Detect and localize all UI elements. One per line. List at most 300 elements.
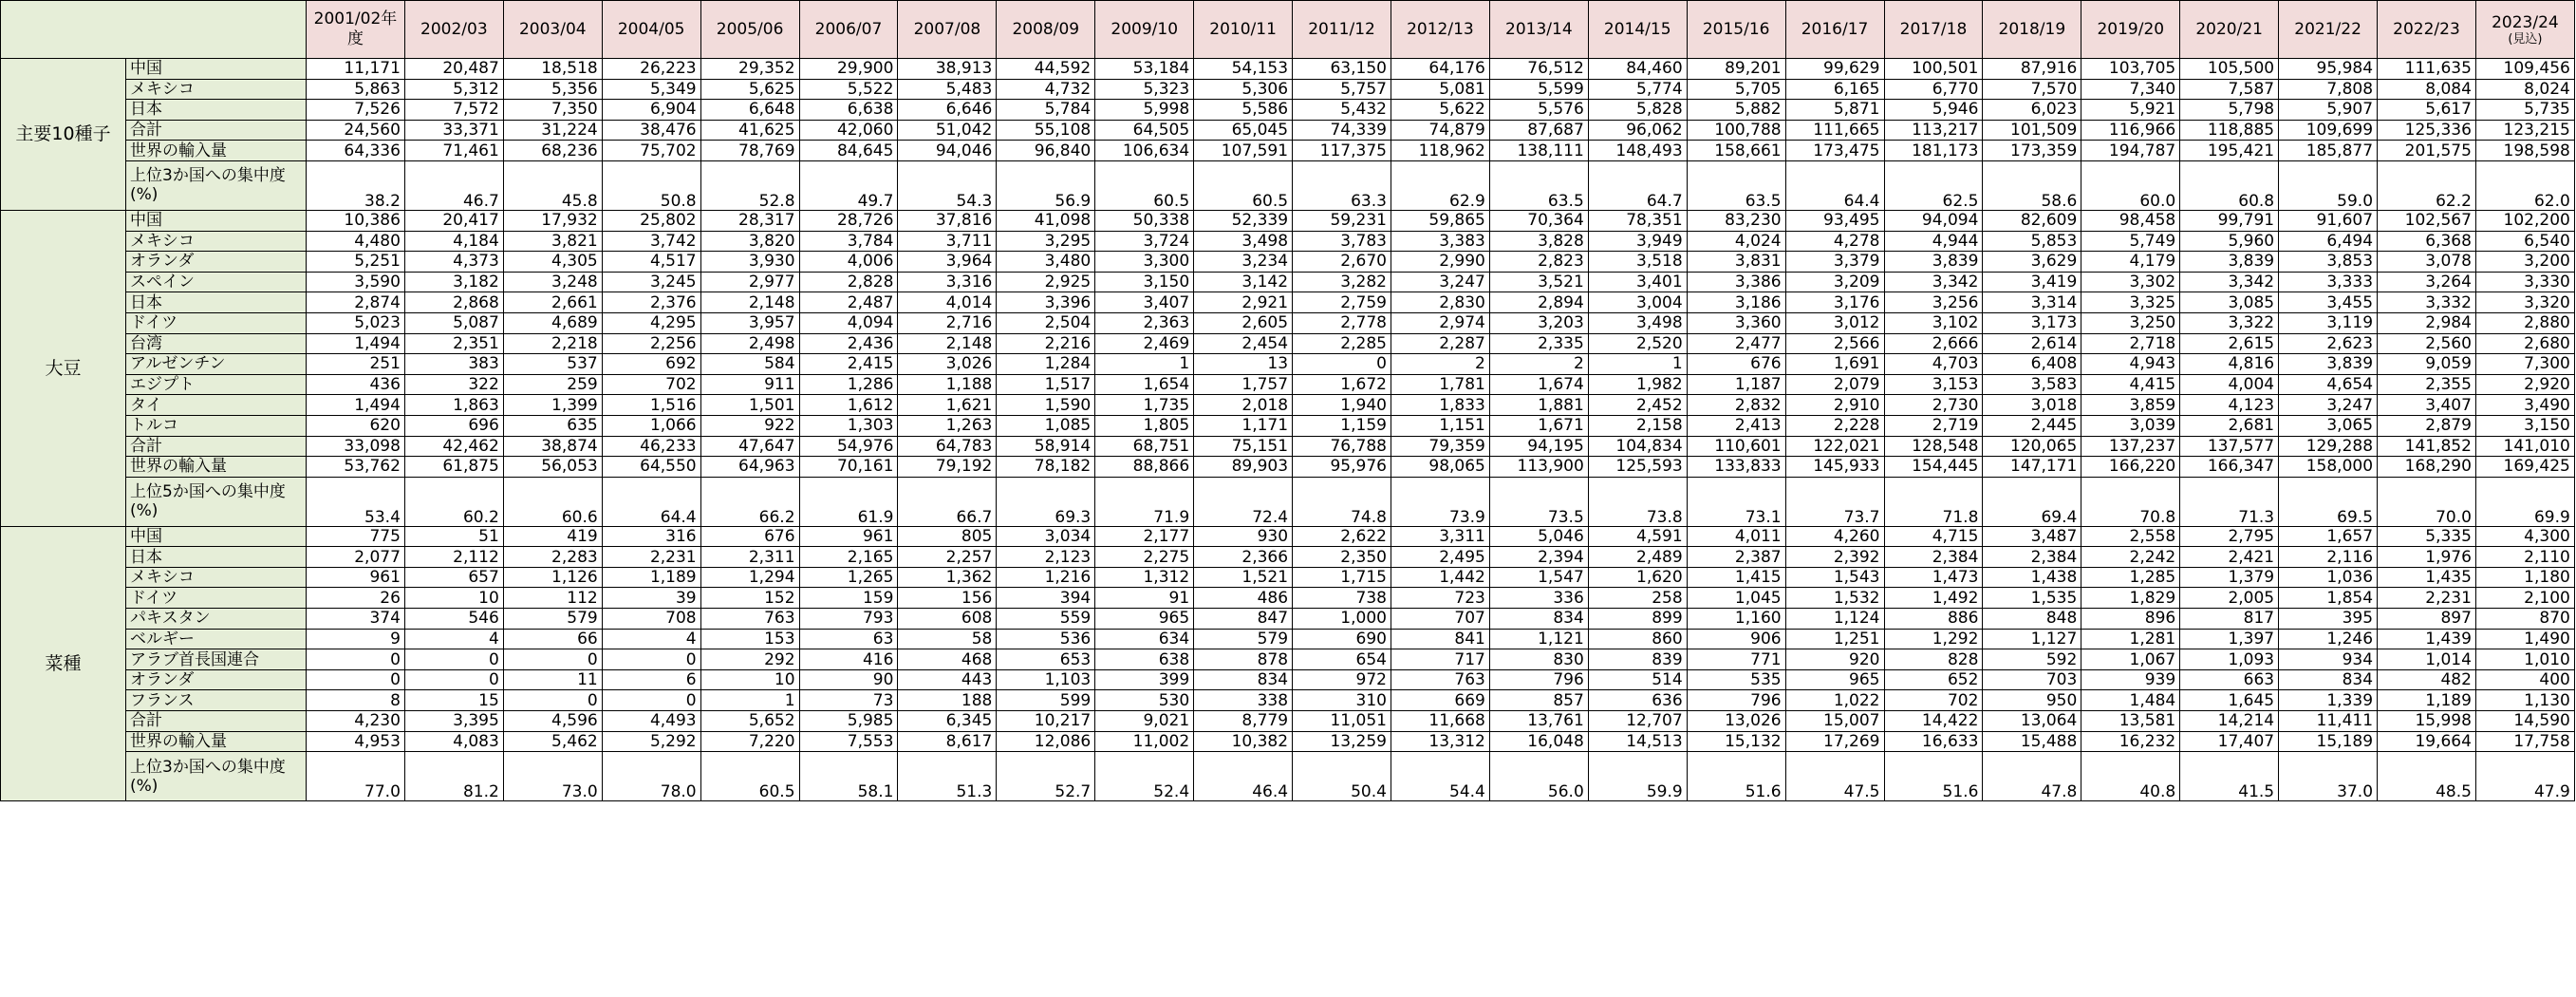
year-header: [307, 1, 405, 59]
year-header: [700, 1, 799, 59]
value-cell: 482: [2378, 669, 2476, 690]
year-label: 2006/07: [814, 19, 883, 39]
row-label: 合計: [126, 711, 307, 732]
year-label: 2008/09: [1012, 19, 1080, 39]
value-cell: 834: [2279, 669, 2378, 690]
value-cell: 70,161: [799, 457, 898, 478]
value-cell: 2,823: [1489, 252, 1588, 273]
value-cell: 2,366: [1194, 547, 1293, 568]
value-cell: 94,046: [898, 141, 997, 161]
value-cell: 3,102: [1884, 312, 1983, 333]
value-cell: 1,484: [2081, 690, 2180, 711]
value-cell: 51.6: [1687, 752, 1785, 801]
value-cell: 3,853: [2279, 252, 2378, 273]
value-cell: 657: [404, 567, 503, 588]
year-label: 2013/14: [1505, 19, 1573, 39]
value-cell: 5,960: [2180, 231, 2279, 252]
value-cell: 3,300: [1095, 252, 1194, 273]
value-cell: 17,407: [2180, 731, 2279, 752]
value-cell: 775: [307, 526, 405, 547]
value-cell: 2,454: [1194, 333, 1293, 354]
row-label: フランス: [126, 690, 307, 711]
value-cell: 103,705: [2081, 59, 2180, 80]
year-header: [2180, 1, 2279, 59]
value-cell: 69.9: [2475, 477, 2574, 526]
value-cell: 16,232: [2081, 731, 2180, 752]
value-cell: 2,384: [1884, 547, 1983, 568]
table-row: [1, 395, 2575, 416]
value-cell: 5,081: [1391, 79, 1489, 100]
value-cell: 13,064: [1983, 711, 2081, 732]
value-cell: 181,173: [1884, 141, 1983, 161]
value-cell: 64,505: [1095, 120, 1194, 141]
value-cell: 886: [1884, 609, 1983, 630]
value-cell: 60.5: [1095, 160, 1194, 210]
value-cell: 10,217: [997, 711, 1095, 732]
row-label: アラブ首長国連合: [126, 649, 307, 670]
value-cell: 1,397: [2180, 629, 2279, 649]
value-cell: 50.8: [602, 160, 700, 210]
table-row: [1, 526, 2575, 547]
table-row: [1, 457, 2575, 478]
value-cell: 2,384: [1983, 547, 2081, 568]
value-cell: 74.8: [1293, 477, 1391, 526]
value-cell: 42,462: [404, 436, 503, 457]
value-cell: 2,283: [503, 547, 602, 568]
value-cell: 2,469: [1095, 333, 1194, 354]
value-cell: 112: [503, 588, 602, 609]
table-row: [1, 436, 2575, 457]
value-cell: 11,051: [1293, 711, 1391, 732]
value-cell: 6,648: [700, 100, 799, 121]
value-cell: 6,540: [2475, 231, 2574, 252]
value-cell: 1,294: [700, 567, 799, 588]
value-cell: 834: [1194, 669, 1293, 690]
value-cell: 53,184: [1095, 59, 1194, 80]
value-cell: 37.0: [2279, 752, 2378, 801]
value-cell: 63: [799, 629, 898, 649]
value-cell: 104,834: [1588, 436, 1687, 457]
value-cell: 559: [997, 609, 1095, 630]
value-cell: 2,830: [1391, 292, 1489, 313]
value-cell: 3,949: [1588, 231, 1687, 252]
value-cell: 52.7: [997, 752, 1095, 801]
value-cell: 61,875: [404, 457, 503, 478]
year-label: 2011/12: [1308, 19, 1375, 39]
value-cell: 129,288: [2279, 436, 2378, 457]
value-cell: 64.4: [1785, 160, 1884, 210]
value-cell: 3,407: [1095, 292, 1194, 313]
year-header: [997, 1, 1095, 59]
value-cell: 514: [1588, 669, 1687, 690]
value-cell: 2,216: [997, 333, 1095, 354]
value-cell: 71,461: [404, 141, 503, 161]
value-cell: 2,351: [404, 333, 503, 354]
value-cell: 16,048: [1489, 731, 1588, 752]
value-cell: 54.4: [1391, 752, 1489, 801]
value-cell: 5,946: [1884, 100, 1983, 121]
value-cell: 1,645: [2180, 690, 2279, 711]
value-cell: 5,576: [1489, 100, 1588, 121]
value-cell: 1,490: [2475, 629, 2574, 649]
table-row: [1, 231, 2575, 252]
value-cell: 336: [1489, 588, 1588, 609]
value-cell: 1,263: [898, 415, 997, 436]
value-cell: 14,214: [2180, 711, 2279, 732]
value-cell: 54,153: [1194, 59, 1293, 80]
row-label: 合計: [126, 120, 307, 141]
value-cell: 1,415: [1687, 567, 1785, 588]
value-cell: 44,592: [997, 59, 1095, 80]
year-header: [1687, 1, 1785, 59]
value-cell: 2,614: [1983, 333, 2081, 354]
value-cell: 0: [1293, 354, 1391, 375]
value-cell: 2,778: [1293, 312, 1391, 333]
value-cell: 400: [2475, 669, 2574, 690]
table-row: [1, 141, 2575, 161]
value-cell: 3,407: [2378, 395, 2476, 416]
value-cell: 173,359: [1983, 141, 2081, 161]
year-label: 2002/03: [420, 19, 488, 39]
value-cell: 82,609: [1983, 210, 2081, 231]
value-cell: 58: [898, 629, 997, 649]
value-cell: 599: [997, 690, 1095, 711]
value-cell: 20,487: [404, 59, 503, 80]
value-cell: 3,783: [1293, 231, 1391, 252]
value-cell: 3,711: [898, 231, 997, 252]
value-cell: 2,661: [503, 292, 602, 313]
value-cell: 87,687: [1489, 120, 1588, 141]
value-cell: 5,622: [1391, 100, 1489, 121]
value-cell: 5,617: [2378, 100, 2476, 121]
value-cell: 5,599: [1489, 79, 1588, 100]
value-cell: 4,278: [1785, 231, 1884, 252]
value-cell: 69.4: [1983, 477, 2081, 526]
value-cell: 173,475: [1785, 141, 1884, 161]
value-cell: 1,517: [997, 374, 1095, 395]
value-cell: 3,026: [898, 354, 997, 375]
value-cell: 6,368: [2378, 231, 2476, 252]
value-cell: 118,885: [2180, 120, 2279, 141]
value-cell: 5,985: [799, 711, 898, 732]
row-label: パキスタン: [126, 609, 307, 630]
value-cell: 5,652: [700, 711, 799, 732]
table-row: [1, 752, 2575, 801]
table-row: [1, 120, 2575, 141]
value-cell: 3,828: [1489, 231, 1588, 252]
value-cell: 911: [700, 374, 799, 395]
value-cell: 1,286: [799, 374, 898, 395]
value-cell: 654: [1293, 649, 1391, 670]
table-row: [1, 160, 2575, 210]
value-cell: 1,535: [1983, 588, 2081, 609]
value-cell: 3,119: [2279, 312, 2378, 333]
value-cell: 4,480: [307, 231, 405, 252]
value-cell: 1,439: [2378, 629, 2476, 649]
value-cell: 4,493: [602, 711, 700, 732]
value-cell: 66.2: [700, 477, 799, 526]
value-cell: 2,335: [1489, 333, 1588, 354]
value-cell: 74,879: [1391, 120, 1489, 141]
value-cell: 5,853: [1983, 231, 2081, 252]
value-cell: 6,345: [898, 711, 997, 732]
value-cell: 100,501: [1884, 59, 1983, 80]
value-cell: 11,002: [1095, 731, 1194, 752]
value-cell: 1,379: [2180, 567, 2279, 588]
row-label: 日本: [126, 547, 307, 568]
table-row: [1, 100, 2575, 121]
value-cell: 416: [799, 649, 898, 670]
value-cell: 4,295: [602, 312, 700, 333]
value-cell: 4,014: [898, 292, 997, 313]
value-cell: 3,200: [2475, 252, 2574, 273]
value-cell: 7,350: [503, 100, 602, 121]
value-cell: 897: [2378, 609, 2476, 630]
value-cell: 2,394: [1489, 547, 1588, 568]
value-cell: 66.7: [898, 477, 997, 526]
value-cell: 99,791: [2180, 210, 2279, 231]
table-row: [1, 649, 2575, 670]
table-row: [1, 354, 2575, 375]
value-cell: 546: [404, 609, 503, 630]
value-cell: 5,306: [1194, 79, 1293, 100]
value-cell: 29,900: [799, 59, 898, 80]
value-cell: 56.0: [1489, 752, 1588, 801]
value-cell: 59.0: [2279, 160, 2378, 210]
value-cell: 5,774: [1588, 79, 1687, 100]
value-cell: 2,242: [2081, 547, 2180, 568]
value-cell: 2,436: [799, 333, 898, 354]
value-cell: 73.8: [1588, 477, 1687, 526]
value-cell: 49.7: [799, 160, 898, 210]
value-cell: 84,460: [1588, 59, 1687, 80]
value-cell: 15,488: [1983, 731, 2081, 752]
value-cell: 5,251: [307, 252, 405, 273]
value-cell: 1,854: [2279, 588, 2378, 609]
value-cell: 3,150: [2475, 415, 2574, 436]
value-cell: 5,735: [2475, 100, 2574, 121]
value-cell: 17,932: [503, 210, 602, 231]
value-cell: 6,494: [2279, 231, 2378, 252]
value-cell: 154,445: [1884, 457, 1983, 478]
value-cell: 3,629: [1983, 252, 2081, 273]
value-cell: 1,940: [1293, 395, 1391, 416]
value-cell: 636: [1588, 690, 1687, 711]
table-row: [1, 292, 2575, 313]
value-cell: 5,749: [2081, 231, 2180, 252]
value-cell: 579: [503, 609, 602, 630]
value-cell: 25,802: [602, 210, 700, 231]
value-cell: 113,900: [1489, 457, 1588, 478]
table-row: [1, 59, 2575, 80]
value-cell: 133,833: [1687, 457, 1785, 478]
value-cell: 71.9: [1095, 477, 1194, 526]
year-label: 2022/23: [2393, 19, 2460, 39]
value-cell: 922: [700, 415, 799, 436]
value-cell: 64,336: [307, 141, 405, 161]
value-cell: 857: [1489, 690, 1588, 711]
value-cell: 2,148: [898, 333, 997, 354]
value-cell: 3,360: [1687, 312, 1785, 333]
value-cell: 99,629: [1785, 59, 1884, 80]
value-cell: 1,833: [1391, 395, 1489, 416]
value-cell: 1,124: [1785, 609, 1884, 630]
row-label: 上位3か国への集中度(%): [126, 160, 307, 210]
value-cell: 16,633: [1884, 731, 1983, 752]
row-label: ベルギー: [126, 629, 307, 649]
value-cell: 138,111: [1489, 141, 1588, 161]
value-cell: 1,442: [1391, 567, 1489, 588]
year-header: [404, 1, 503, 59]
value-cell: 763: [1391, 669, 1489, 690]
value-cell: 19,664: [2378, 731, 2476, 752]
value-cell: 0: [503, 690, 602, 711]
value-cell: 4,373: [404, 252, 503, 273]
value-cell: 1,976: [2378, 547, 2476, 568]
value-cell: 51: [404, 526, 503, 547]
year-header: [1884, 1, 1983, 59]
value-cell: 652: [1884, 669, 1983, 690]
value-cell: 1,654: [1095, 374, 1194, 395]
value-cell: 1,180: [2475, 567, 2574, 588]
value-cell: 1,805: [1095, 415, 1194, 436]
table-row: [1, 669, 2575, 690]
value-cell: 830: [1489, 649, 1588, 670]
year-header: [1983, 1, 2081, 59]
value-cell: 3,964: [898, 252, 997, 273]
value-cell: 3,302: [2081, 272, 2180, 292]
row-label: アルゼンチン: [126, 354, 307, 375]
value-cell: 3,518: [1588, 252, 1687, 273]
value-cell: 1,620: [1588, 567, 1687, 588]
value-cell: 2,079: [1785, 374, 1884, 395]
value-cell: 251: [307, 354, 405, 375]
table-row: [1, 711, 2575, 732]
value-cell: 5,907: [2279, 100, 2378, 121]
value-cell: 1: [700, 690, 799, 711]
value-cell: 4,179: [2081, 252, 2180, 273]
value-cell: 3,396: [997, 292, 1095, 313]
value-cell: 1,399: [503, 395, 602, 416]
value-cell: 2,489: [1588, 547, 1687, 568]
value-cell: 1,494: [307, 395, 405, 416]
value-cell: 48.5: [2378, 752, 2476, 801]
value-cell: 4,004: [2180, 374, 2279, 395]
value-cell: 3,248: [503, 272, 602, 292]
value-cell: 965: [1095, 609, 1194, 630]
value-cell: 1,312: [1095, 567, 1194, 588]
value-cell: 8,024: [2475, 79, 2574, 100]
year-header: [503, 1, 602, 59]
value-cell: 4,517: [602, 252, 700, 273]
row-label: 世界の輸入量: [126, 457, 307, 478]
value-cell: 2,018: [1194, 395, 1293, 416]
value-cell: 145,933: [1785, 457, 1884, 478]
value-cell: 5,323: [1095, 79, 1194, 100]
value-cell: 8,779: [1194, 711, 1293, 732]
value-cell: 2,445: [1983, 415, 2081, 436]
value-cell: 696: [404, 415, 503, 436]
value-cell: 62.9: [1391, 160, 1489, 210]
value-cell: 1,189: [2378, 690, 2476, 711]
value-cell: 4,094: [799, 312, 898, 333]
value-cell: 3,311: [1391, 526, 1489, 547]
value-cell: 2,311: [700, 547, 799, 568]
value-cell: 530: [1095, 690, 1194, 711]
value-cell: 3,419: [1983, 272, 2081, 292]
value-cell: 13,581: [2081, 711, 2180, 732]
value-cell: 64.4: [602, 477, 700, 526]
row-label: 世界の輸入量: [126, 731, 307, 752]
value-cell: 26: [307, 588, 405, 609]
value-cell: 961: [799, 526, 898, 547]
value-cell: 70.0: [2378, 477, 2476, 526]
value-cell: 1,547: [1489, 567, 1588, 588]
value-cell: 7,570: [1983, 79, 2081, 100]
value-cell: 592: [1983, 649, 2081, 670]
value-cell: 5,356: [503, 79, 602, 100]
value-cell: 148,493: [1588, 141, 1687, 161]
value-cell: 4,305: [503, 252, 602, 273]
value-cell: 4,953: [307, 731, 405, 752]
value-cell: 2,566: [1785, 333, 1884, 354]
table-row: [1, 312, 2575, 333]
year-header: [2378, 1, 2476, 59]
value-cell: 166,347: [2180, 457, 2279, 478]
value-cell: 1,126: [503, 567, 602, 588]
value-cell: 102,200: [2475, 210, 2574, 231]
value-cell: 1,085: [997, 415, 1095, 436]
value-cell: 64,783: [898, 436, 997, 457]
value-cell: 137,577: [2180, 436, 2279, 457]
value-cell: 3,250: [2081, 312, 2180, 333]
value-cell: 20,417: [404, 210, 503, 231]
value-cell: 1,339: [2279, 690, 2378, 711]
value-cell: 2,670: [1293, 252, 1391, 273]
value-cell: 41,098: [997, 210, 1095, 231]
value-cell: 3,247: [2279, 395, 2378, 416]
value-cell: 28,317: [700, 210, 799, 231]
row-label: タイ: [126, 395, 307, 416]
value-cell: 374: [307, 609, 405, 630]
value-cell: 4,703: [1884, 354, 1983, 375]
value-cell: 147,171: [1983, 457, 2081, 478]
value-cell: 2,148: [700, 292, 799, 313]
year-header: [2475, 1, 2574, 59]
value-cell: 26,223: [602, 59, 700, 80]
value-cell: 90: [799, 669, 898, 690]
value-cell: 2,719: [1884, 415, 1983, 436]
value-cell: 95,984: [2279, 59, 2378, 80]
value-cell: 78.0: [602, 752, 700, 801]
value-cell: 702: [1884, 690, 1983, 711]
value-cell: 2,477: [1687, 333, 1785, 354]
value-cell: 2,874: [307, 292, 405, 313]
value-cell: 5,087: [404, 312, 503, 333]
value-cell: 2,116: [2279, 547, 2378, 568]
value-cell: 75,702: [602, 141, 700, 161]
value-cell: 3,401: [1588, 272, 1687, 292]
value-cell: 96,062: [1588, 120, 1687, 141]
value-cell: 69.5: [2279, 477, 2378, 526]
value-cell: 2,498: [700, 333, 799, 354]
table-row: [1, 79, 2575, 100]
value-cell: 38,874: [503, 436, 602, 457]
value-cell: 71.8: [1884, 477, 1983, 526]
value-cell: 58.1: [799, 752, 898, 801]
value-cell: 71.3: [2180, 477, 2279, 526]
value-cell: 292: [700, 649, 799, 670]
